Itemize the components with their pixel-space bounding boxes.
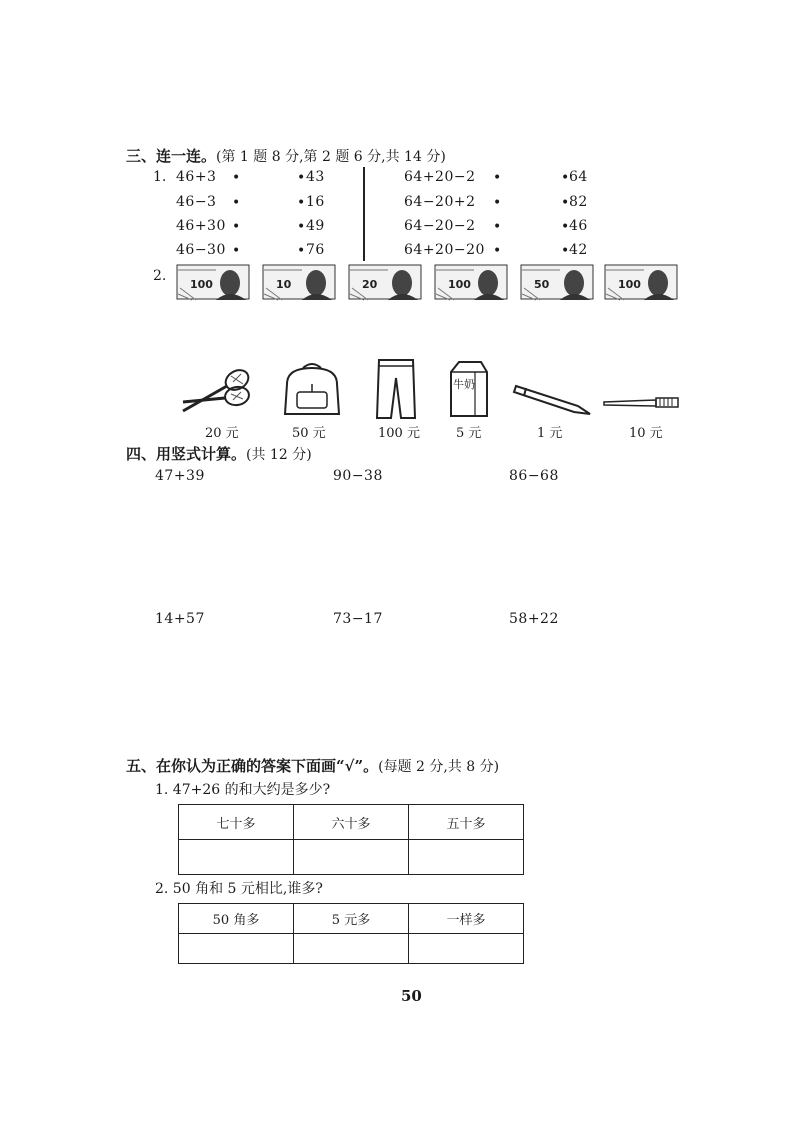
match-dot[interactable] (493, 195, 501, 211)
section-5-score-note: (每题 2 分,共 8 分) (378, 759, 500, 775)
right-answer: 64 (569, 169, 588, 185)
answer-table-1 (178, 804, 524, 875)
milk-label: 牛奶 (453, 378, 475, 391)
left-answer: 16 (306, 194, 325, 210)
match-dot[interactable] (232, 170, 240, 186)
question-5-2-text: 2. 50 角和 5 元相比,谁多? (155, 881, 323, 897)
item-price: 5 元 (456, 426, 482, 441)
match-dot[interactable] (297, 219, 305, 235)
section-4-title: 四、用竖式计算。 (126, 445, 247, 463)
answer-cell[interactable] (294, 840, 409, 875)
item-price: 100 元 (378, 426, 420, 441)
right-answer: 42 (569, 242, 588, 258)
banknote-value: 10 (276, 278, 292, 291)
calc-problem: 73−17 (333, 611, 383, 627)
trousers-icon (371, 356, 421, 422)
pen-icon (512, 380, 594, 416)
match-dot[interactable] (232, 219, 240, 235)
calc-problem: 58+22 (509, 611, 559, 627)
question-5-1-text: 1. 47+26 的和大约是多少? (155, 782, 331, 798)
page-number: 50 (401, 987, 422, 1005)
answer-cell[interactable] (294, 934, 409, 964)
item-price: 50 元 (292, 426, 326, 441)
banknote-icon[interactable] (520, 264, 594, 302)
banknote-icon[interactable] (604, 264, 678, 302)
right-expression: 64−20−2 (404, 218, 476, 234)
banknote-icon[interactable] (348, 264, 422, 302)
left-expression: 46+30 (176, 218, 226, 234)
section-3-heading (126, 145, 446, 166)
left-answer: 76 (306, 242, 325, 258)
question-1-label: 1. (153, 169, 167, 185)
option-cell: 50 角多 (179, 904, 294, 934)
answer-cell[interactable] (179, 840, 294, 875)
answer-table-2 (178, 903, 524, 964)
answer-cell[interactable] (409, 840, 524, 875)
match-dot[interactable] (232, 195, 240, 211)
question-2-label: 2. (153, 268, 167, 284)
left-answer: 49 (306, 218, 325, 234)
item-price: 1 元 (537, 426, 563, 441)
banknote-icon[interactable] (176, 264, 250, 302)
badminton-rackets-icon (175, 366, 265, 418)
match-dot[interactable] (297, 170, 305, 186)
banknote-value: 100 (618, 278, 641, 291)
answer-cell[interactable] (179, 934, 294, 964)
calc-problem: 90−38 (333, 468, 383, 484)
match-dot[interactable] (493, 243, 501, 259)
milk-carton-icon (445, 358, 491, 420)
match-dot[interactable] (493, 219, 501, 235)
option-cell: 五十多 (409, 805, 524, 840)
left-expression: 46−30 (176, 242, 226, 258)
banknote-value: 100 (448, 278, 471, 291)
match-dot[interactable] (297, 243, 305, 259)
banknote-value: 100 (190, 278, 213, 291)
banknote-icon[interactable] (262, 264, 336, 302)
banknote-value: 20 (362, 278, 378, 291)
section-3-title: 三、连一连。 (126, 147, 217, 165)
section-5-heading (126, 755, 499, 776)
item-price: 10 元 (629, 426, 663, 441)
section-4-heading (126, 443, 312, 464)
left-expression: 46+3 (176, 169, 217, 185)
right-expression: 64+20−20 (404, 242, 485, 258)
backpack-icon (277, 362, 347, 420)
match-dot[interactable] (493, 170, 501, 186)
divider-line (363, 167, 365, 261)
banknote-value: 50 (534, 278, 550, 291)
match-dot[interactable] (297, 195, 305, 211)
right-answer: 82 (569, 194, 588, 210)
calc-problem: 47+39 (155, 468, 205, 484)
calc-problem: 86−68 (509, 468, 559, 484)
toothbrush-icon (602, 392, 684, 414)
match-dot[interactable] (232, 243, 240, 259)
right-expression: 64+20−2 (404, 169, 476, 185)
section-5-title: 五、在你认为正确的答案下面画“√”。 (126, 757, 379, 775)
option-cell: 七十多 (179, 805, 294, 840)
option-cell: 六十多 (294, 805, 409, 840)
option-cell: 5 元多 (294, 904, 409, 934)
right-answer: 46 (569, 218, 588, 234)
calc-problem: 14+57 (155, 611, 205, 627)
option-cell: 一样多 (409, 904, 524, 934)
section-3-score-note: (第 1 题 8 分,第 2 题 6 分,共 14 分) (216, 149, 446, 165)
right-expression: 64−20+2 (404, 194, 476, 210)
answer-cell[interactable] (409, 934, 524, 964)
section-4-score-note: (共 12 分) (246, 447, 312, 463)
left-expression: 46−3 (176, 194, 217, 210)
left-answer: 43 (306, 169, 325, 185)
item-price: 20 元 (205, 426, 239, 441)
banknote-icon[interactable] (434, 264, 508, 302)
